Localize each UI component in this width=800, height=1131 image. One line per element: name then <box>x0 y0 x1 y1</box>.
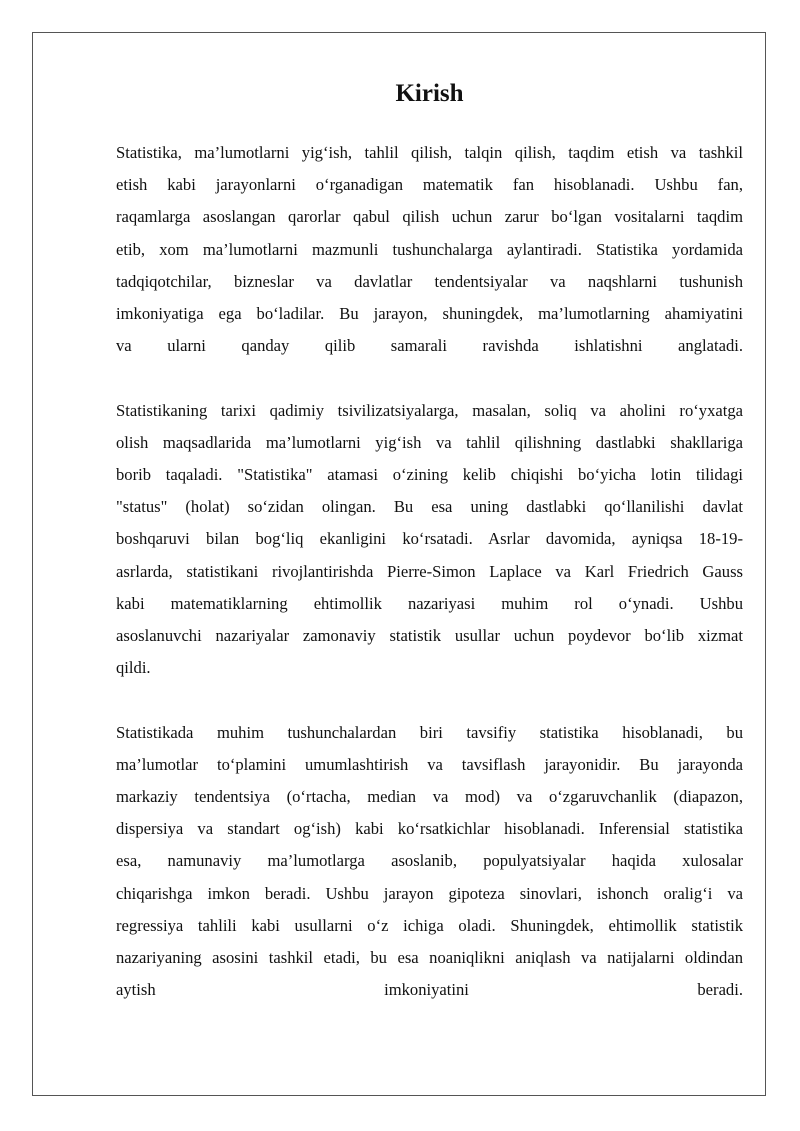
paragraph-line: etish kabi jarayonlarni o‘rganadigan matematik fan hisoblanadi. Ushbu fan, <box>116 175 743 195</box>
paragraph-line: asoslanuvchi nazariyalar zamonaviy statistik usullar uchun poydevor bo‘lib xizmat <box>116 626 743 646</box>
paragraph-line: regressiya tahlili kabi usullarni o‘z ichiga oladi. Shuningdek, ehtimollik statistik <box>116 915 743 935</box>
document-body <box>116 77 743 1006</box>
paragraph-2 <box>116 395 743 685</box>
paragraph-line: etib, xom ma’lumotlarni mazmunli tushunchalarga aylantiradi. Statistika yordamida <box>116 239 743 259</box>
paragraph-line: va ularni qanday qilib samarali ravishda ishlatishni anglatadi. <box>116 336 743 356</box>
paragraph-line: asrlarda, statistikani rivojlantirishda Pierre-Simon Laplace va Karl Friedrich Gauss <box>116 561 743 581</box>
paragraph-line: kabi matematiklarning ehtimollik nazariyasi muhim rol o‘ynadi. Ushbu <box>116 593 743 613</box>
paragraph-line: tadqiqotchilar, bizneslar va davlatlar tendentsiyalar va naqshlarni tushunish <box>116 271 743 291</box>
paragraph-3 <box>116 717 743 1007</box>
paragraph-line: "status" (holat) so‘zidan olingan. Bu esa uning dastlabki qo‘llanilishi davlat <box>116 497 743 517</box>
paragraph-spacer <box>116 684 743 716</box>
paragraph-1 <box>116 137 743 362</box>
paragraph-line: ma’lumotlar to‘plamini umumlashtirish va tavsiflash jarayonidir. Bu jarayonda <box>116 754 743 774</box>
paragraph-line: boshqaruvi bilan bog‘liq ekanligini ko‘rsatadi. Asrlar davomida, ayniqsa 18-19- <box>116 529 743 549</box>
paragraph-line: Statistikaning tarixi qadimiy tsivilizatsiyalarga, masalan, soliq va aholini ro‘yxatga <box>116 400 743 420</box>
paragraph-line: Statistikada muhim tushunchalardan biri tavsifiy statistika hisoblanadi, bu <box>116 722 743 742</box>
paragraph-line: chiqarishga imkon beradi. Ushbu jarayon gipoteza sinovlari, ishonch oralig‘i va <box>116 883 743 903</box>
paragraph-line: olish maqsadlarida ma’lumotlarni yig‘ish va tahlil qilishning dastlabki shakllariga <box>116 432 743 452</box>
paragraph-line: aytish imkoniyatini beradi. <box>116 980 743 1000</box>
paragraph-line: raqamlarga asoslangan qarorlar qabul qilish uchun zarur bo‘lgan vositalarni taqdim <box>116 207 743 227</box>
document-page <box>32 32 766 1096</box>
paragraph-line: borib taqaladi. "Statistika" atamasi o‘zining kelib chiqishi bo‘yicha lotin tilidagi <box>116 465 743 485</box>
paragraph-line: qildi. <box>116 658 151 678</box>
paragraph-spacer <box>116 362 743 394</box>
paragraph-line: dispersiya va standart og‘ish) kabi ko‘rsatkichlar hisoblanadi. Inferensial statistika <box>116 819 743 839</box>
paragraph-line: imkoniyatiga ega bo‘ladilar. Bu jarayon, shuningdek, ma’lumotlarning ahamiyatini <box>116 304 743 324</box>
paragraph-line: nazariyaning asosini tashkil etadi, bu esa noaniqlikni aniqlash va natijalarni oldindan <box>116 948 743 968</box>
paragraph-line: markaziy tendentsiya (o‘rtacha, median va mod) va o‘zgaruvchanlik (diapazon, <box>116 787 743 807</box>
paragraph-line: Statistika, ma’lumotlarni yig‘ish, tahlil qilish, talqin qilish, taqdim etish va tashkil <box>116 143 743 162</box>
paragraph-line: esa, namunaviy ma’lumotlarga asoslanib, populyatsiyalar haqida xulosalar <box>116 851 743 871</box>
page-title: Kirish <box>395 80 464 107</box>
